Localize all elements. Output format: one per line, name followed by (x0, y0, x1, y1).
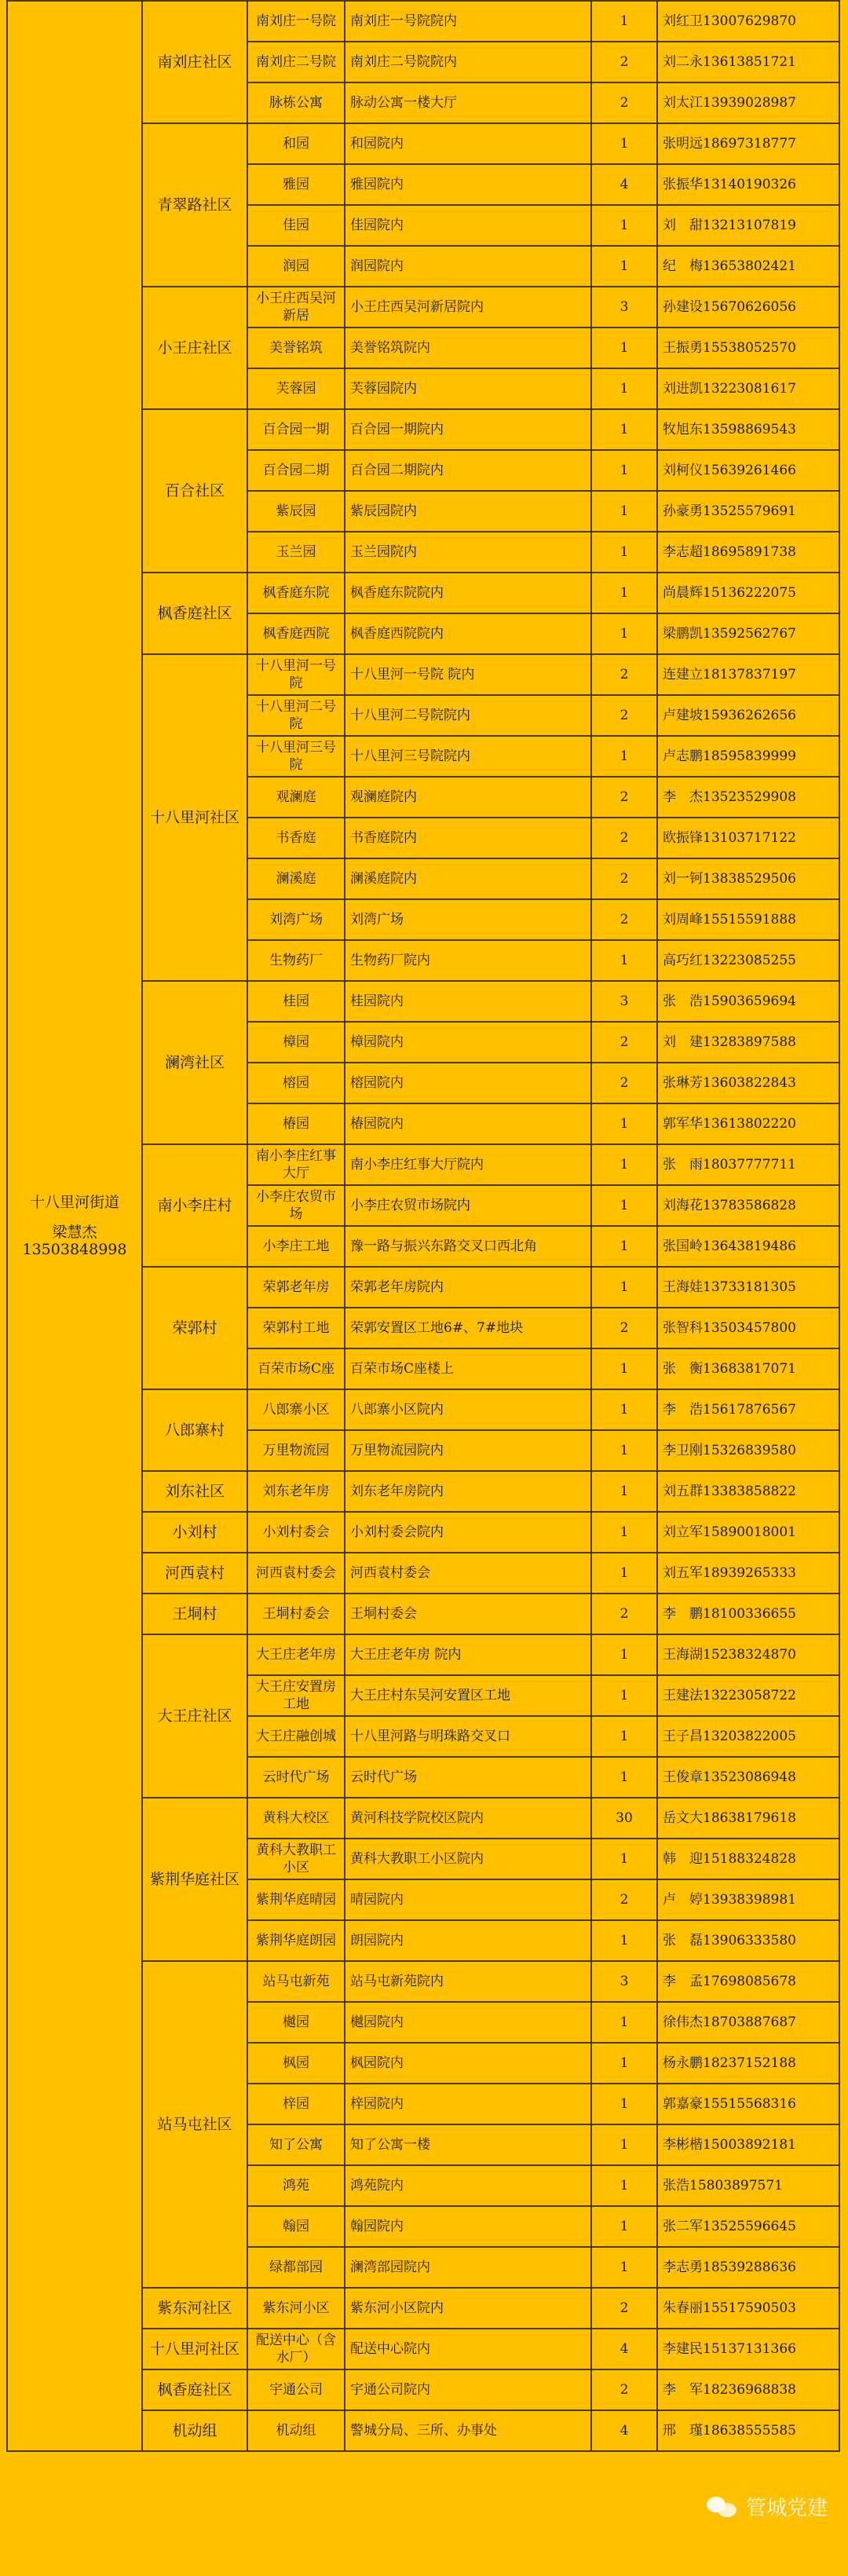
contact-cell: 刘五军18939265333 (657, 1553, 839, 1594)
site-cell: 十八里河二号院 (247, 695, 345, 736)
site-cell: 美誉铭筑 (247, 327, 345, 368)
count-cell: 1 (591, 613, 657, 654)
site-cell: 观澜庭 (247, 777, 345, 818)
address-cell: 知了公寓一楼 (345, 2124, 591, 2165)
count-cell: 1 (591, 1757, 657, 1798)
address-cell: 美誉铭筑院内 (345, 327, 591, 368)
address-cell: 脉动公寓一楼大厅 (345, 82, 591, 123)
address-cell: 榕园院内 (345, 1063, 591, 1103)
site-cell: 鸿苑 (247, 2165, 345, 2206)
address-cell: 大王庄老年房 院内 (345, 1634, 591, 1675)
watermark (707, 2492, 828, 2521)
site-cell: 黄科大教职工小区 (247, 1839, 345, 1879)
contact-cell: 王海娃13733181305 (657, 1267, 839, 1308)
contact-cell: 朱春丽15517590503 (657, 2288, 839, 2329)
count-cell: 3 (591, 1961, 657, 2002)
site-cell: 南刘庄一号院 (247, 1, 345, 42)
site-cell: 站马屯新苑 (247, 1961, 345, 2002)
contact-cell: 王建法13223058722 (657, 1675, 839, 1716)
site-cell: 梓园 (247, 2084, 345, 2124)
address-cell: 澜湾部园院内 (345, 2247, 591, 2288)
site-cell: 大王庄融创城 (247, 1716, 345, 1757)
site-table-body (7, 1, 839, 2451)
site-cell: 芙蓉园 (247, 368, 345, 409)
street-phone: 13503848998 (22, 1241, 127, 1258)
address-cell: 鸿苑院内 (345, 2165, 591, 2206)
count-cell: 1 (591, 1471, 657, 1512)
site-cell: 绿都部园 (247, 2247, 345, 2288)
site-cell: 百荣市场C座 (247, 1348, 345, 1389)
address-cell: 枫园院内 (345, 2043, 591, 2084)
site-cell: 配送中心（含水厂） (247, 2329, 345, 2369)
watermark-text: 管城党建 (745, 2497, 828, 2520)
contact-cell: 刘进凯13223081617 (657, 368, 839, 409)
count-cell: 1 (591, 491, 657, 532)
count-cell: 2 (591, 1063, 657, 1103)
count-cell: 2 (591, 1308, 657, 1348)
count-cell: 1 (591, 450, 657, 491)
site-cell: 小李庄农贸市场 (247, 1185, 345, 1226)
community-cell: 南小李庄村 (142, 1144, 247, 1267)
contact-cell: 连建立18137837197 (657, 654, 839, 695)
count-cell: 1 (591, 1, 657, 42)
count-cell: 2 (591, 654, 657, 695)
count-cell: 1 (591, 1144, 657, 1185)
contact-cell: 张 浩15903659694 (657, 981, 839, 1022)
count-cell: 1 (591, 1716, 657, 1757)
contact-cell: 梁鹏凯13592562767 (657, 613, 839, 654)
count-cell: 2 (591, 695, 657, 736)
contact-cell: 欧振锋13103717122 (657, 818, 839, 858)
contact-cell: 李 杰13523529908 (657, 777, 839, 818)
count-cell: 2 (591, 858, 657, 899)
count-cell: 1 (591, 123, 657, 164)
site-cell: 刘东老年房 (247, 1471, 345, 1512)
contact-cell: 李 孟17698085678 (657, 1961, 839, 2002)
site-cell: 机动组 (247, 2410, 345, 2451)
address-cell: 枫香庭东院院内 (345, 573, 591, 613)
community-cell: 青翠路社区 (142, 123, 247, 287)
count-cell: 3 (591, 981, 657, 1022)
count-cell: 1 (591, 736, 657, 777)
address-cell: 和园院内 (345, 123, 591, 164)
count-cell: 1 (591, 1185, 657, 1226)
community-cell: 刘东社区 (142, 1471, 247, 1512)
site-cell: 雅园 (247, 164, 345, 205)
address-cell: 十八里河一号院 院内 (345, 654, 591, 695)
address-cell: 樾园院内 (345, 2002, 591, 2043)
count-cell: 1 (591, 327, 657, 368)
address-cell: 雅园院内 (345, 164, 591, 205)
site-cell: 宇通公司 (247, 2369, 345, 2410)
community-cell: 南刘庄社区 (142, 1, 247, 123)
site-cell: 大王庄老年房 (247, 1634, 345, 1675)
address-cell: 澜溪庭院内 (345, 858, 591, 899)
site-cell: 万里物流园 (247, 1430, 345, 1471)
address-cell: 百合园二期院内 (345, 450, 591, 491)
count-cell: 2 (591, 82, 657, 123)
contact-cell: 徐伟杰18703887687 (657, 2002, 839, 2043)
count-cell: 1 (591, 1389, 657, 1430)
contact-cell: 张振华13140190326 (657, 164, 839, 205)
site-cell: 枫香庭西院 (247, 613, 345, 654)
count-cell: 2 (591, 2288, 657, 2329)
contact-cell: 刘周峰15515591888 (657, 899, 839, 940)
contact-cell: 张琳芳13603822843 (657, 1063, 839, 1103)
community-cell: 十八里河社区 (142, 2329, 247, 2369)
count-cell: 1 (591, 2002, 657, 2043)
site-cell: 桂园 (247, 981, 345, 1022)
contact-cell: 李 鹏18100336655 (657, 1594, 839, 1634)
count-cell: 1 (591, 1103, 657, 1144)
count-cell: 4 (591, 164, 657, 205)
contact-cell: 刘立军15890018001 (657, 1512, 839, 1553)
site-cell: 脉栋公寓 (247, 82, 345, 123)
address-cell: 刘湾广场 (345, 899, 591, 940)
address-cell: 云时代广场 (345, 1757, 591, 1798)
site-cell: 书香庭 (247, 818, 345, 858)
count-cell: 1 (591, 1226, 657, 1267)
count-cell: 2 (591, 777, 657, 818)
count-cell: 2 (591, 1594, 657, 1634)
address-cell: 桂园院内 (345, 981, 591, 1022)
address-cell: 警城分局、三所、办事处 (345, 2410, 591, 2451)
community-cell: 王垌村 (142, 1594, 247, 1634)
site-cell: 荣郭老年房 (247, 1267, 345, 1308)
community-cell: 机动组 (142, 2410, 247, 2451)
count-cell: 1 (591, 1348, 657, 1389)
site-cell: 紫辰园 (247, 491, 345, 532)
site-cell: 荣郭村工地 (247, 1308, 345, 1348)
count-cell: 1 (591, 1634, 657, 1675)
contact-cell: 刘 建13283897588 (657, 1022, 839, 1063)
address-cell: 紫辰园院内 (345, 491, 591, 532)
address-cell: 芙蓉园院内 (345, 368, 591, 409)
address-cell: 生物药厂院内 (345, 940, 591, 981)
address-cell: 万里物流园院内 (345, 1430, 591, 1471)
site-cell: 枫园 (247, 2043, 345, 2084)
wechat-icon (707, 2495, 738, 2519)
contact-cell: 纪 梅13653802421 (657, 246, 839, 287)
site-cell: 小王庄西吴河新居 (247, 287, 345, 327)
contact-cell: 李建民15137131366 (657, 2329, 839, 2369)
contact-cell: 卢志鹏18595839999 (657, 736, 839, 777)
site-cell: 黄科大校区 (247, 1798, 345, 1839)
count-cell: 2 (591, 42, 657, 82)
address-cell: 黄河科技学院校区院内 (345, 1798, 591, 1839)
count-cell: 1 (591, 368, 657, 409)
site-cell: 百合园二期 (247, 450, 345, 491)
address-cell: 荣郭安置区工地6#、7#地块 (345, 1308, 591, 1348)
address-cell: 大王庄村东吴河安置区工地 (345, 1675, 591, 1716)
address-cell: 小刘村委会院内 (345, 1512, 591, 1553)
site-cell: 八郎寨小区 (247, 1389, 345, 1430)
community-cell: 站马屯社区 (142, 1961, 247, 2288)
address-cell: 十八里河二号院院内 (345, 695, 591, 736)
count-cell: 3 (591, 287, 657, 327)
count-cell: 1 (591, 1430, 657, 1471)
site-cell: 知了公寓 (247, 2124, 345, 2165)
address-cell: 小李庄农贸市场院内 (345, 1185, 591, 1226)
street-name: 十八里河街道 (29, 1194, 119, 1211)
site-cell: 河西袁村委会 (247, 1553, 345, 1594)
site-cell: 十八里河一号院 (247, 654, 345, 695)
address-cell: 南刘庄二号院院内 (345, 42, 591, 82)
address-cell: 晴园院内 (345, 1879, 591, 1920)
site-cell: 南刘庄二号院 (247, 42, 345, 82)
address-cell: 百荣市场C座楼上 (345, 1348, 591, 1389)
contact-cell: 王俊章13523086948 (657, 1757, 839, 1798)
community-cell: 大王庄社区 (142, 1634, 247, 1798)
site-cell: 佳园 (247, 205, 345, 246)
site-cell: 紫荆华庭朗园 (247, 1920, 345, 1961)
site-cell: 樾园 (247, 2002, 345, 2043)
site-cell: 澜溪庭 (247, 858, 345, 899)
contact-cell: 岳文大18638179618 (657, 1798, 839, 1839)
address-cell: 梓园院内 (345, 2084, 591, 2124)
contact-cell: 李卫刚15326839580 (657, 1430, 839, 1471)
count-cell: 1 (591, 1267, 657, 1308)
contact-cell: 牧旭东13598869543 (657, 409, 839, 450)
address-cell: 润园院内 (345, 246, 591, 287)
address-cell: 王垌村委会 (345, 1594, 591, 1634)
contact-cell: 王子昌13203822005 (657, 1716, 839, 1757)
contact-cell: 李志勇18539288636 (657, 2247, 839, 2288)
contact-cell: 卢建坡15936262656 (657, 695, 839, 736)
community-cell: 荣郭村 (142, 1267, 247, 1389)
count-cell: 1 (591, 1512, 657, 1553)
address-cell: 玉兰园院内 (345, 532, 591, 573)
contact-cell: 杨永鹏18237152188 (657, 2043, 839, 2084)
site-cell: 紫荆华庭晴园 (247, 1879, 345, 1920)
address-cell: 佳园院内 (345, 205, 591, 246)
count-cell: 2 (591, 899, 657, 940)
count-cell: 1 (591, 940, 657, 981)
address-cell: 南刘庄一号院院内 (345, 1, 591, 42)
site-cell: 十八里河三号院 (247, 736, 345, 777)
contact-cell: 刘 甜13213107819 (657, 205, 839, 246)
count-cell: 2 (591, 1879, 657, 1920)
address-cell: 南小李庄红事大厅院内 (345, 1144, 591, 1185)
contact-cell: 张 磊13906333580 (657, 1920, 839, 1961)
site-cell: 南小李庄红事大厅 (247, 1144, 345, 1185)
count-cell: 1 (591, 205, 657, 246)
contact-cell: 王振勇15538052570 (657, 327, 839, 368)
address-cell: 八郎寨小区院内 (345, 1389, 591, 1430)
count-cell: 1 (591, 1675, 657, 1716)
address-cell: 观澜庭院内 (345, 777, 591, 818)
count-cell: 2 (591, 1022, 657, 1063)
count-cell: 1 (591, 2084, 657, 2124)
community-cell: 枫香庭社区 (142, 573, 247, 654)
address-cell: 紫东河小区院内 (345, 2288, 591, 2329)
contact-cell: 韩 迎15188324828 (657, 1839, 839, 1879)
site-cell: 紫东河小区 (247, 2288, 345, 2329)
count-cell: 4 (591, 2410, 657, 2451)
address-cell: 黄科大教职工小区院内 (345, 1839, 591, 1879)
contact-cell: 张智科13503457800 (657, 1308, 839, 1348)
count-cell: 1 (591, 532, 657, 573)
site-cell: 玉兰园 (247, 532, 345, 573)
contact-cell: 尚晨辉15136222075 (657, 573, 839, 613)
contact-cell: 卢 婷13938398981 (657, 1879, 839, 1920)
contact-cell: 郭嘉豪15515568316 (657, 2084, 839, 2124)
address-cell: 宇通公司院内 (345, 2369, 591, 2410)
count-cell: 30 (591, 1798, 657, 1839)
address-cell: 书香庭院内 (345, 818, 591, 858)
contact-cell: 李 浩15617876567 (657, 1389, 839, 1430)
site-cell: 百合园一期 (247, 409, 345, 450)
contact-cell: 郭军华13613802220 (657, 1103, 839, 1144)
contact-cell: 刘五群13383858822 (657, 1471, 839, 1512)
street-leader: 梁慧杰 (52, 1224, 97, 1241)
address-cell: 十八里河三号院院内 (345, 736, 591, 777)
table-row (7, 1, 839, 42)
contact-cell: 刘二永13613851721 (657, 42, 839, 82)
count-cell: 1 (591, 1553, 657, 1594)
contact-cell: 刘柯仪15639261466 (657, 450, 839, 491)
contact-cell: 刘太江13939028987 (657, 82, 839, 123)
contact-cell: 张国岭13643819486 (657, 1226, 839, 1267)
address-cell: 配送中心院内 (345, 2329, 591, 2369)
community-cell: 百合社区 (142, 409, 247, 573)
count-cell: 4 (591, 2329, 657, 2369)
site-cell: 小李庄工地 (247, 1226, 345, 1267)
contact-cell: 李彬楷15003892181 (657, 2124, 839, 2165)
count-cell: 1 (591, 573, 657, 613)
site-cell: 翰园 (247, 2206, 345, 2247)
community-cell: 八郎寨村 (142, 1389, 247, 1471)
count-cell: 1 (591, 2247, 657, 2288)
count-cell: 1 (591, 246, 657, 287)
address-cell: 十八里河路与明珠路交叉口 (345, 1716, 591, 1757)
contact-cell: 李 军18236968838 (657, 2369, 839, 2410)
contact-cell: 王海湖15238324870 (657, 1634, 839, 1675)
site-cell: 生物药厂 (247, 940, 345, 981)
contact-cell: 刘一钶13838529506 (657, 858, 839, 899)
contact-cell: 邢 瑾18638555585 (657, 2410, 839, 2451)
community-cell: 澜湾社区 (142, 981, 247, 1144)
community-cell: 河西袁村 (142, 1553, 247, 1594)
count-cell: 1 (591, 2043, 657, 2084)
community-cell: 小刘村 (142, 1512, 247, 1553)
contact-cell: 张浩15803897571 (657, 2165, 839, 2206)
community-cell: 紫东河社区 (142, 2288, 247, 2329)
site-cell: 和园 (247, 123, 345, 164)
site-cell: 王垌村委会 (247, 1594, 345, 1634)
address-cell: 枫香庭西院院内 (345, 613, 591, 654)
site-cell: 云时代广场 (247, 1757, 345, 1798)
count-cell: 1 (591, 2165, 657, 2206)
address-cell: 刘东老年房院内 (345, 1471, 591, 1512)
community-cell: 枫香庭社区 (142, 2369, 247, 2410)
address-cell: 椿园院内 (345, 1103, 591, 1144)
site-table (6, 0, 840, 2452)
count-cell: 1 (591, 2124, 657, 2165)
count-cell: 1 (591, 1839, 657, 1879)
site-cell: 樟园 (247, 1022, 345, 1063)
count-cell: 1 (591, 409, 657, 450)
site-cell: 润园 (247, 246, 345, 287)
address-cell: 站马屯新苑院内 (345, 1961, 591, 2002)
address-cell: 豫一路与振兴东路交叉口西北角 (345, 1226, 591, 1267)
contact-cell: 李志超18695891738 (657, 532, 839, 573)
site-cell: 小刘村委会 (247, 1512, 345, 1553)
contact-cell: 刘红卫13007629870 (657, 1, 839, 42)
site-cell: 大王庄安置房工地 (247, 1675, 345, 1716)
contact-cell: 孙豪勇13525579691 (657, 491, 839, 532)
address-cell: 小王庄西吴河新居院内 (345, 287, 591, 327)
address-cell: 朗园院内 (345, 1920, 591, 1961)
community-cell: 紫荆华庭社区 (142, 1798, 247, 1961)
contact-cell: 孙建设15670626056 (657, 287, 839, 327)
site-cell: 枫香庭东院 (247, 573, 345, 613)
contact-cell: 张二军13525596645 (657, 2206, 839, 2247)
address-cell: 百合园一期院内 (345, 409, 591, 450)
count-cell: 2 (591, 818, 657, 858)
street-cell (7, 1, 142, 2451)
contact-cell: 高巧红13223085255 (657, 940, 839, 981)
address-cell: 樟园院内 (345, 1022, 591, 1063)
count-cell: 2 (591, 2369, 657, 2410)
count-cell: 1 (591, 1920, 657, 1961)
community-cell: 十八里河社区 (142, 654, 247, 981)
site-cell: 榕园 (247, 1063, 345, 1103)
contact-cell: 张 衡13683817071 (657, 1348, 839, 1389)
address-cell: 荣郭老年房院内 (345, 1267, 591, 1308)
site-cell: 刘湾广场 (247, 899, 345, 940)
contact-cell: 刘海花13783586828 (657, 1185, 839, 1226)
community-cell: 小王庄社区 (142, 287, 247, 409)
count-cell: 1 (591, 2206, 657, 2247)
contact-cell: 张明远18697318777 (657, 123, 839, 164)
address-cell: 翰园院内 (345, 2206, 591, 2247)
address-cell: 河西袁村委会 (345, 1553, 591, 1594)
contact-cell: 张 雨18037777711 (657, 1144, 839, 1185)
site-cell: 椿园 (247, 1103, 345, 1144)
